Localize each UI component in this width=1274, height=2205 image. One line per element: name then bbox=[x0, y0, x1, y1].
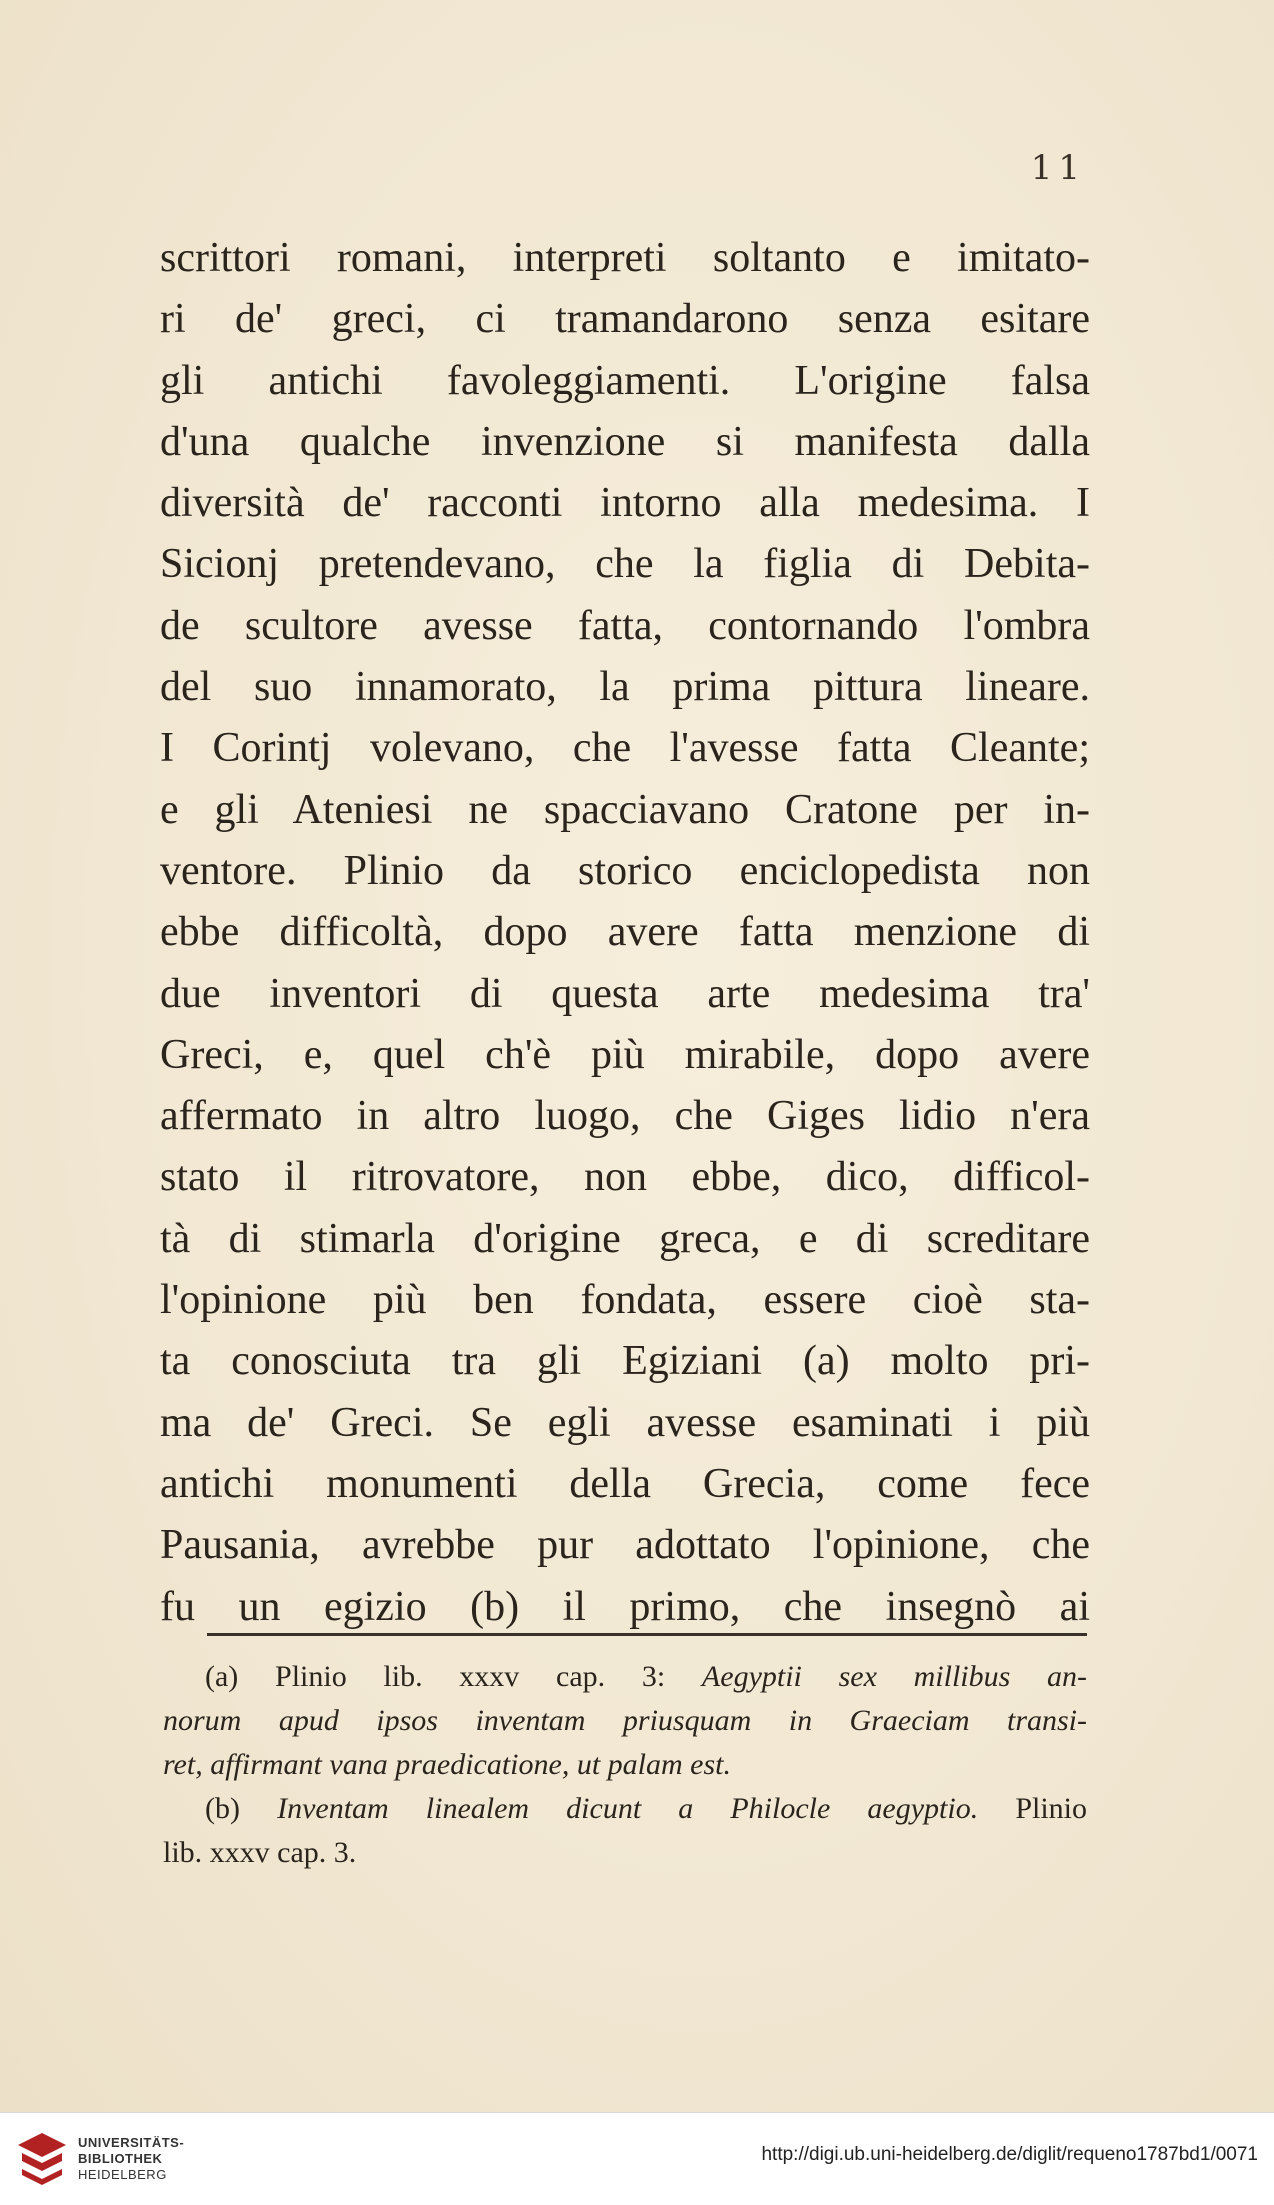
text-line: ebbe difficoltà, dopo avere fatta menzione di bbox=[160, 909, 1090, 956]
text-line: del suo innamorato, la prima pittura lineare. bbox=[160, 664, 1090, 711]
text-line: Greci, e, quel ch'è più mirabile, dopo avere bbox=[160, 1031, 1090, 1078]
permalink-url[interactable]: http://digi.ub.uni-heidelberg.de/diglit/requeno1787bd1/0071 bbox=[761, 2144, 1258, 2165]
text-line: tà di stimarla d'origine greca, e di screditare bbox=[160, 1215, 1090, 1262]
footnote-b-ref-cont: lib. xxxv cap. 3. bbox=[163, 1836, 357, 1869]
text-line: fu un egizio (b) il primo, che insegnò ai bbox=[160, 1583, 1090, 1630]
university-logo-icon bbox=[14, 2129, 70, 2189]
footnote-a-quote: Aegyptii sex millibus an- bbox=[701, 1660, 1088, 1693]
text-line: ri de' greci, ci tramandarono senza esitare bbox=[160, 296, 1090, 343]
text-line: ma de' Greci. Se egli avesse esaminati i più bbox=[160, 1399, 1090, 1446]
footnote-rule bbox=[207, 1633, 1087, 1636]
body-text bbox=[160, 228, 1090, 1638]
text-line: ta conosciuta tra gli Egiziani (a) molto pri- bbox=[160, 1338, 1090, 1385]
text-line: stato il ritrovatore, non ebbe, dico, difficol- bbox=[160, 1154, 1090, 1201]
footnote-a bbox=[163, 1655, 1087, 1699]
text-line: diversità de' racconti intorno alla medesima. I bbox=[160, 480, 1090, 527]
text-line: Pausania, avrebbe pur adottato l'opinione, che bbox=[160, 1522, 1090, 1569]
text-line: l'opinione più ben fondata, essere cioè sta- bbox=[160, 1277, 1090, 1324]
text-line: de scultore avesse fatta, contornando l'ombra bbox=[160, 602, 1090, 649]
text-line: scrittori romani, interpreti soltanto e imitato- bbox=[160, 235, 1090, 281]
text-line: ventore. Plinio da storico enciclopedista non bbox=[160, 847, 1090, 894]
page-number: 11 bbox=[1030, 148, 1086, 188]
text-line: antichi monumenti della Grecia, come fece bbox=[160, 1460, 1090, 1507]
footnote-b-marker: (b) bbox=[205, 1792, 240, 1825]
footnote-b-ref: Plinio bbox=[1015, 1792, 1088, 1825]
footnote-a-marker: (a) bbox=[205, 1660, 239, 1693]
library-name-line2: BIBLIOTHEK bbox=[78, 2151, 163, 2166]
library-name bbox=[78, 2135, 184, 2183]
text-line: gli antichi favoleggiamenti. L'origine falsa bbox=[160, 357, 1090, 404]
text-line: e gli Ateniesi ne spacciavano Cratone per in- bbox=[160, 786, 1090, 833]
text-line: affermato in altro luogo, che Giges lidio n'era bbox=[160, 1093, 1090, 1140]
footnote-b bbox=[163, 1787, 1087, 1831]
library-name-line1: UNIVERSITÄTS- bbox=[78, 2135, 185, 2150]
footnote-a-quote-end: ret, affirmant vana praedicatione, ut palam est. bbox=[163, 1748, 731, 1781]
text-line: d'una qualche invenzione si manifesta dalla bbox=[160, 418, 1090, 465]
footnote-a-ref: Plinio lib. xxxv cap. 3: bbox=[275, 1660, 666, 1693]
text-line: I Corintj volevano, che l'avesse fatta Cleante; bbox=[160, 725, 1090, 772]
footnote-a-quote-cont: norum apud ipsos inventam priusquam in Graeciam transi- bbox=[163, 1704, 1087, 1737]
library-name-line3: HEIDELBERG bbox=[78, 2167, 167, 2182]
text-line: Sicionj pretendevano, che la figlia di Debita- bbox=[160, 541, 1090, 588]
text-line: due inventori di questa arte medesima tra' bbox=[160, 970, 1090, 1017]
footnotes bbox=[163, 1655, 1087, 1875]
viewer-footer bbox=[0, 2112, 1274, 2205]
footnote-b-quote: Inventam linealem dicunt a Philocle aegyptio. bbox=[277, 1792, 979, 1825]
